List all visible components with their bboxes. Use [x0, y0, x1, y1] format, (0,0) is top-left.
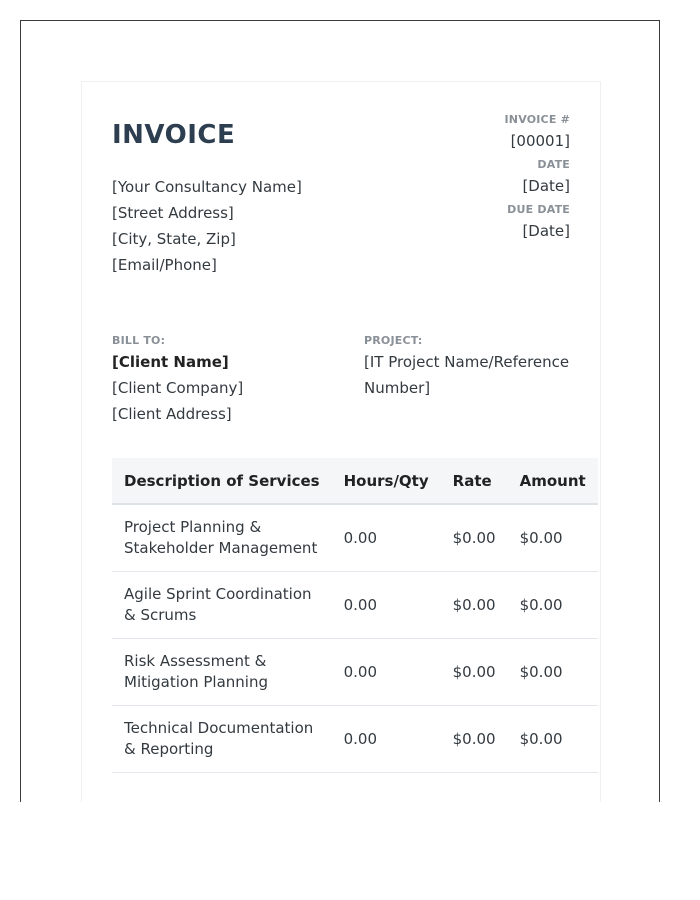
table-row [112, 706, 598, 773]
project-reference: [IT Project Name/Reference Number] [364, 353, 570, 397]
services-table [112, 458, 598, 773]
bill-to-label: BILL TO: [112, 334, 166, 347]
row-hours: 0.00 [332, 706, 441, 773]
row-description: Technical Documentation & Reporting [112, 706, 332, 773]
project-label: PROJECT: [364, 334, 423, 347]
sender-street: [Street Address] [112, 204, 234, 222]
table-row [112, 572, 598, 639]
row-rate: $0.00 [441, 639, 508, 706]
row-description: Project Planning & Stakeholder Management [112, 504, 332, 572]
invoice-number-value: [00001] [510, 132, 570, 150]
due-date-label: DUE DATE [507, 203, 570, 216]
table-row [112, 504, 598, 572]
client-company: [Client Company] [112, 379, 244, 397]
header-description: Description of Services [112, 458, 332, 504]
client-address: [Client Address] [112, 405, 232, 423]
row-amount: $0.00 [508, 572, 598, 639]
row-rate: $0.00 [441, 504, 508, 572]
row-hours: 0.00 [332, 639, 441, 706]
project-block [364, 333, 579, 401]
row-amount: $0.00 [508, 706, 598, 773]
header-hours: Hours/Qty [332, 458, 441, 504]
invoice-meta [505, 112, 571, 247]
row-description: Agile Sprint Coordination & Scrums [112, 572, 332, 639]
row-amount: $0.00 [508, 504, 598, 572]
invoice-date-value: [Date] [522, 177, 570, 195]
row-hours: 0.00 [332, 504, 441, 572]
table-row [112, 639, 598, 706]
client-name: [Client Name] [112, 353, 229, 371]
bill-to-block [112, 333, 342, 427]
row-description: Risk Assessment & Mitigation Planning [112, 639, 332, 706]
sender-city: [City, State, Zip] [112, 230, 236, 248]
row-hours: 0.00 [332, 572, 441, 639]
invoice-number-label: INVOICE # [504, 113, 570, 126]
header-amount: Amount [508, 458, 598, 504]
invoice-date-label: DATE [537, 158, 570, 171]
sender-name: [Your Consultancy Name] [112, 178, 302, 196]
row-rate: $0.00 [441, 706, 508, 773]
row-amount: $0.00 [508, 639, 598, 706]
sender-address-block [112, 174, 302, 278]
header-rate: Rate [441, 458, 508, 504]
due-date-value: [Date] [522, 222, 570, 240]
table-header-row [112, 458, 598, 504]
row-rate: $0.00 [441, 572, 508, 639]
sender-contact: [Email/Phone] [112, 256, 217, 274]
invoice-title: INVOICE [112, 120, 236, 150]
